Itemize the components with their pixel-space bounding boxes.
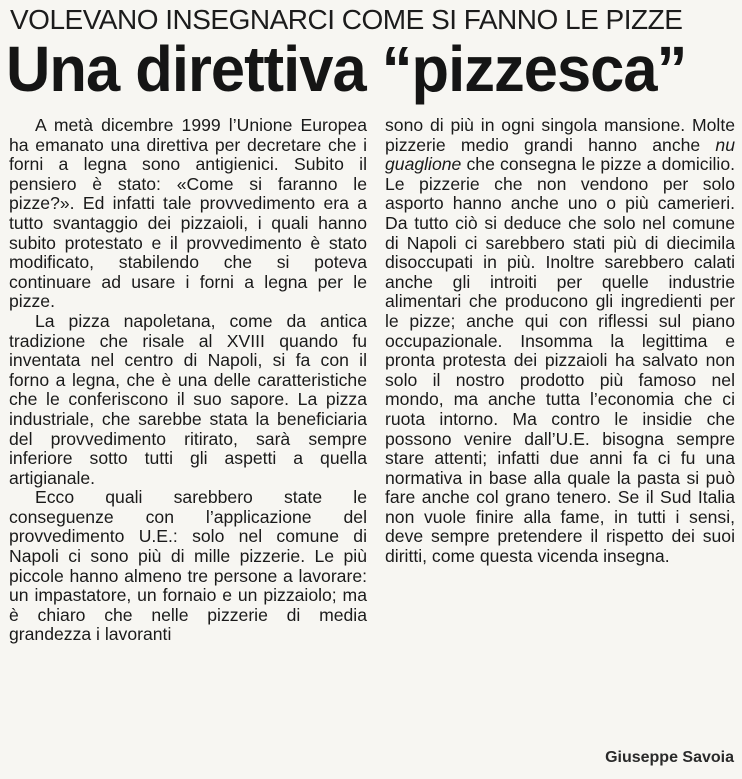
right-column bbox=[385, 116, 735, 567]
paragraph bbox=[385, 116, 735, 567]
article-headline: Una direttiva “pizzesca” bbox=[6, 33, 687, 105]
left-column bbox=[9, 116, 367, 645]
text-segment: sono di più in ogni singola mansione. Molte pizzerie medio grandi hanno anche bbox=[385, 115, 735, 155]
paragraph: La pizza napoletana, come da antica tradizione che risale al XVIII quando fu inventata nel centro di Napoli, si fa con il forno a legna, che è una delle caratteristiche che le conferiscono il suo sapore. La pizza industriale, che sarebbe stata la beneficiaria del provvedimento ritirato, sarà sempre inferiore sotto tutti gli aspetti a quella artigianale. bbox=[9, 310, 367, 488]
author-signature: Giuseppe Savoia bbox=[605, 749, 734, 766]
article-kicker: VOLEVANO INSEGNARCI COME SI FANNO LE PIZZE bbox=[10, 4, 683, 35]
text-segment: che consegna le pizze a domicilio. Le pizzerie che non vendono per solo asporto hanno anche uno o più camerieri. Da tutto ciò si deduce che solo nel comune di Napoli ci sarebbero stati più di diecimila disoccupati in più. Inoltre sarebbero calati anche gli introiti per quelle industrie alimentari che producono gli ingredienti per le pizze; anche qui con riflessi sul piano occupazionale. Insomma la legittima e pronta protesta dei pizzaioli ha salvato non solo il nostro prodotto più famoso nel mondo, ma anche tutta l’economia che ci ruota intorno. Ma contro le insidie che possono venire dall’U.E. bisogna sempre stare attenti; infatti due anni fa ci fu una normativa in base alla quale la pasta si può fare anche col grano tenero. Se il Sud Italia non vuole finire alla fame, in tutti i sensi, deve sempre pretendere il rispetto dei suoi diritti, come questa vicenda insegna. bbox=[385, 154, 735, 567]
paragraph: Ecco quali sarebbero state le conseguenze con l’applicazione del provvedimento U.E.: solo nel comune di Napoli ci sono più di mille pizzerie. Le più piccole hanno almeno tre persone a lavorare: un impastatore, un fornaio e un pizzaiolo; ma è chiaro che nelle pizzerie di media grandezza i lavoranti bbox=[9, 487, 367, 645]
italic-phrase: nu guaglione bbox=[385, 134, 735, 175]
paragraph: A metà dicembre 1999 l’Unione Europea ha emanato una direttiva per decretare che i forni a legna sono antigienici. Subito il pensiero è stato: «Come si faranno le pizze?». Ed infatti tale provvedimento era a tutto svantaggio dei pizzaioli, i quali hanno subito protestato e il provvedimento è stato modificato, stabilendo che si poteva continuare ad usare i forni a legna per le pizze. bbox=[9, 115, 367, 312]
